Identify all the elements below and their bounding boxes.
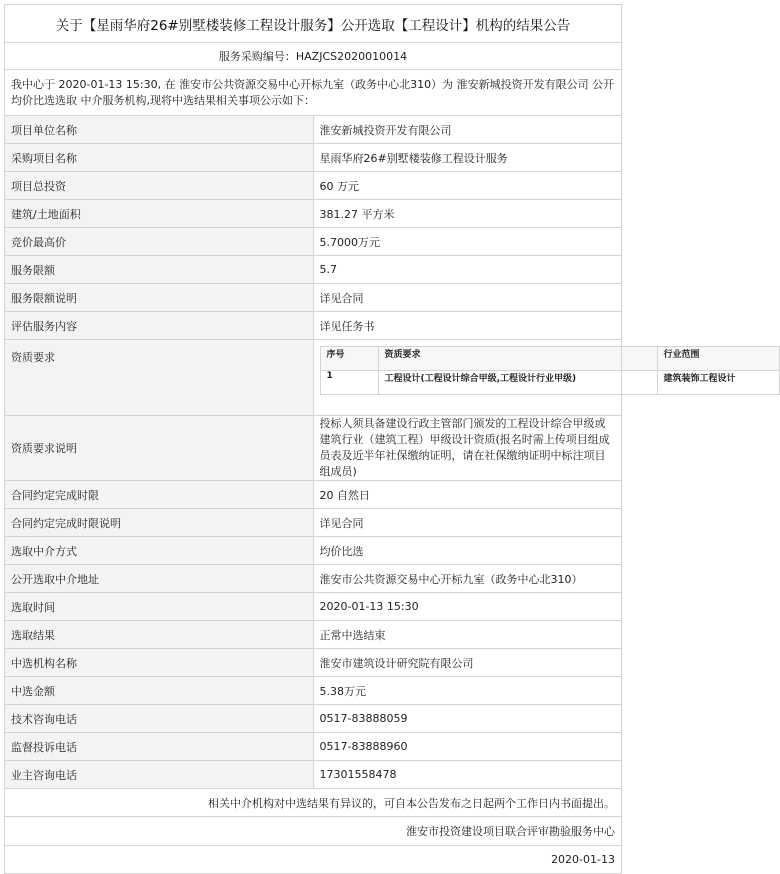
table-row bbox=[5, 621, 622, 649]
row-label: 项目单位名称 bbox=[5, 116, 314, 144]
row-label: 中选金额 bbox=[5, 677, 314, 705]
qualification-header-requirement: 资质要求 bbox=[378, 347, 657, 371]
row-label: 采购项目名称 bbox=[5, 144, 314, 172]
row-label: 合同约定完成时限 bbox=[5, 481, 314, 509]
row-label: 资质要求 bbox=[5, 340, 314, 416]
table-row bbox=[5, 593, 622, 621]
qualification-header-no: 序号 bbox=[320, 347, 378, 371]
qualification-header-row bbox=[320, 347, 779, 371]
issuing-organization: 淮安市投资建设项目联合评审勘验服务中心 bbox=[5, 817, 622, 846]
table-row bbox=[5, 733, 622, 761]
table-row bbox=[5, 172, 622, 200]
row-label: 技术咨询电话 bbox=[5, 705, 314, 733]
row-value: 381.27 平方米 bbox=[313, 200, 622, 228]
table-row bbox=[5, 312, 622, 340]
qualification-cell bbox=[313, 340, 736, 416]
table-row bbox=[5, 677, 622, 705]
row-label: 选取结果 bbox=[5, 621, 314, 649]
row-label: 服务限额 bbox=[5, 256, 314, 284]
row-label: 监督投诉电话 bbox=[5, 733, 314, 761]
row-value: 星雨华府26#别墅楼装修工程设计服务 bbox=[313, 144, 622, 172]
table-row bbox=[5, 284, 622, 312]
row-label: 公开选取中介地址 bbox=[5, 565, 314, 593]
service-code: 服务采购编号：HAZJCS2020010014 bbox=[5, 43, 622, 70]
row-value: 0517-83888059 bbox=[313, 705, 622, 733]
qualification-requirement: 工程设计(工程设计综合甲级,工程设计行业甲级) bbox=[378, 371, 657, 395]
row-label: 竞价最高价 bbox=[5, 228, 314, 256]
row-label: 合同约定完成时限说明 bbox=[5, 509, 314, 537]
row-label: 资质要求说明 bbox=[5, 416, 314, 481]
row-label: 选取中介方式 bbox=[5, 537, 314, 565]
objection-notice: 相关中介机构对中选结果有异议的，可自本公告发布之日起两个工作日内书面提出。 bbox=[5, 789, 622, 817]
qualification-table bbox=[320, 346, 780, 395]
row-label: 中选机构名称 bbox=[5, 649, 314, 677]
row-label: 业主咨询电话 bbox=[5, 761, 314, 789]
row-value: 淮安市公共资源交易中心开标九室（政务中心北310） bbox=[313, 565, 622, 593]
table-row bbox=[5, 116, 622, 144]
qualification-data-row bbox=[320, 371, 779, 395]
row-value: 20 自然日 bbox=[313, 481, 622, 509]
row-value: 淮安市建筑设计研究院有限公司 bbox=[313, 649, 622, 677]
row-label: 选取时间 bbox=[5, 593, 314, 621]
table-row bbox=[5, 565, 622, 593]
row-value: 17301558478 bbox=[313, 761, 622, 789]
row-value: 5.7000万元 bbox=[313, 228, 622, 256]
table-row bbox=[5, 481, 622, 509]
table-row bbox=[5, 228, 622, 256]
row-value: 60 万元 bbox=[313, 172, 622, 200]
row-value: 5.7 bbox=[313, 256, 622, 284]
table-row bbox=[5, 509, 622, 537]
row-label: 建筑/土地面积 bbox=[5, 200, 314, 228]
row-value: 详见合同 bbox=[313, 509, 622, 537]
row-label: 服务限额说明 bbox=[5, 284, 314, 312]
row-value: 正常中选结束 bbox=[313, 621, 622, 649]
table-row bbox=[5, 761, 622, 789]
announcement-table bbox=[4, 4, 736, 874]
table-row bbox=[5, 200, 622, 228]
qualification-header-scope: 行业范围 bbox=[657, 347, 779, 371]
intro-text: 我中心于 2020-01-13 15:30, 在 淮安市公共资源交易中心开标九室（政务中心北310）为 淮安新城投资开发有限公司 公开均价比选选取 中介服务机构,现将中选结果相关事项公示如下： bbox=[5, 70, 622, 116]
publish-date: 2020-01-13 bbox=[5, 846, 622, 874]
row-value: 淮安新城投资开发有限公司 bbox=[313, 116, 622, 144]
row-label: 评估服务内容 bbox=[5, 312, 314, 340]
qualification-row bbox=[5, 340, 622, 416]
row-value: 均价比选 bbox=[313, 537, 622, 565]
row-value: 2020-01-13 15:30 bbox=[313, 593, 622, 621]
table-row bbox=[5, 144, 622, 172]
row-value: 投标人须具备建设行政主管部门颁发的工程设计综合甲级或建筑行业（建筑工程）甲级设计资质(报名时需上传项目组成员表及近半年社保缴纳证明，请在社保缴纳证明中标注项目组成员) bbox=[313, 416, 622, 481]
qualification-no: 1 bbox=[320, 371, 378, 395]
table-row bbox=[5, 705, 622, 733]
row-value: 详见任务书 bbox=[313, 312, 622, 340]
table-row bbox=[5, 256, 622, 284]
qualification-scope: 建筑装饰工程设计 bbox=[657, 371, 779, 395]
row-value: 0517-83888960 bbox=[313, 733, 622, 761]
table-row bbox=[5, 649, 622, 677]
row-label: 项目总投资 bbox=[5, 172, 314, 200]
row-value: 详见合同 bbox=[313, 284, 622, 312]
row-value: 5.38万元 bbox=[313, 677, 622, 705]
qualification-desc-row bbox=[5, 416, 622, 481]
table-row bbox=[5, 537, 622, 565]
page-title: 关于【星雨华府26#别墅楼装修工程设计服务】公开选取【工程设计】机构的结果公告 bbox=[5, 5, 622, 43]
